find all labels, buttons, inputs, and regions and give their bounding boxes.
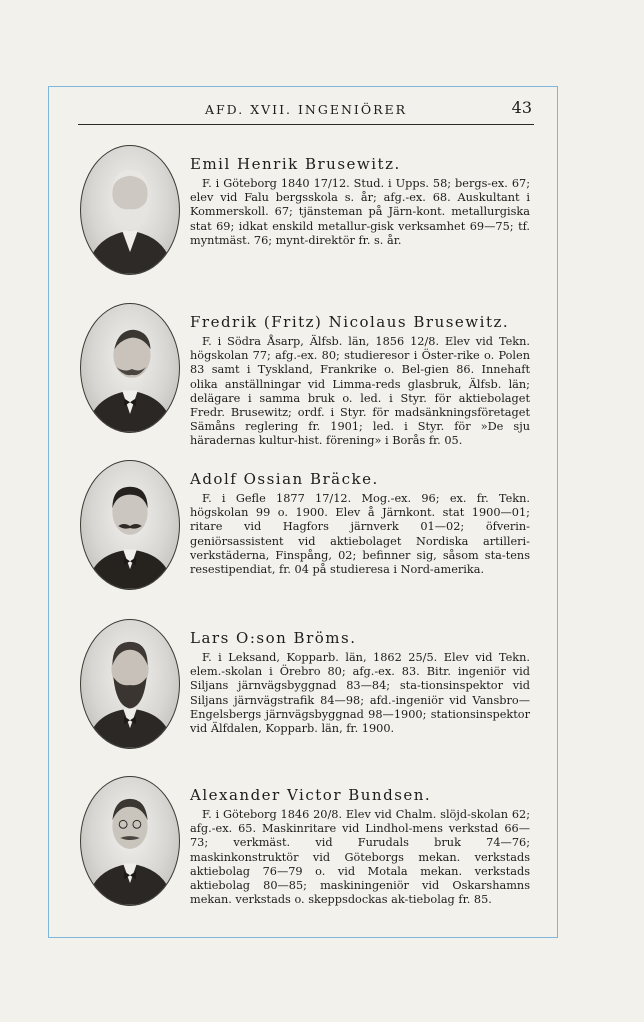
page-number: 43 xyxy=(511,98,532,117)
portrait-figure xyxy=(81,461,179,589)
portrait-photo xyxy=(80,303,180,433)
biography-entry xyxy=(78,460,536,610)
entry-name: Alexander Victor Bundsen. xyxy=(190,786,432,804)
biography-entry xyxy=(78,776,536,926)
entry-name: Lars O:son Bröms. xyxy=(190,629,357,647)
section-title: AFD. XVII. INGENIÖRER xyxy=(204,102,408,117)
portrait-photo xyxy=(80,776,180,906)
entry-name: Adolf Ossian Bräcke. xyxy=(190,470,379,488)
portrait-photo xyxy=(80,619,180,749)
entry-name: Fredrik (Fritz) Nicolaus Brusewitz. xyxy=(190,313,510,331)
portrait-figure xyxy=(81,620,179,748)
portrait-photo xyxy=(80,460,180,590)
entry-biography: F. i Leksand, Kopparb. län, 1862 25/5. Elev vid Tekn. elem.-skolan i Örebro 80; afg.-ex. 83. Bitr. ingeniör vid Siljans järnvägsbyggnad 83—84; sta-tionsinspektor vid Siljans järnvägstrafik 84—98; afd.-ingeniör vid Vansbro—Engelsbergs järnvägsbyggnad 98—1900; stationsinspektor vid Älfdalen, Kopparb. län, fr. 1900. xyxy=(190,651,530,736)
entry-biography: F. i Gefle 1877 17/12. Mog.-ex. 96; ex. fr. Tekn. högskolan 99 o. 1900. Elev å Järnkont. stat 1900—01; ritare vid Hagfors järnverk 01—02; öfverin-geniörsassistent vid aktiebolaget Nordiska artilleri-verkstäderna, Finspång, 02; befinner sig, såsom sta-tens resestipendiat, fr. 04 på studieresa i Nord-amerika. xyxy=(190,492,530,577)
biography-entry xyxy=(78,145,536,295)
entry-biography: F. i Södra Åsarp, Älfsb. län, 1856 12/8. Elev vid Tekn. högskolan 77; afg.-ex. 80; studieresor i Öster-rike o. Polen 83 samt i Tyskland, Frankrike o. Bel-gien 86. Innehaft olika anställningar vid Limma-reds glasbruk, Älfsb. län; delägare i samma bruk o. led. i Styr. för aktiebolaget Fredr. Brusewitz; ordf. i Styr. för madsänkningsföretaget Sämåns reglering fr. 1901; led. i Styr. för »De sju häradernas kultur-hist. förening» i Borås fr. 05. xyxy=(190,335,530,448)
biography-entry xyxy=(78,619,536,769)
portrait-figure xyxy=(81,777,179,905)
entry-biography: F. i Göteborg 1846 20/8. Elev vid Chalm. slöjd-skolan 62; afg.-ex. 65. Maskinritare vid Lindhol-mens verkstad 66—73; verkmäst. vid Furudals bruk 74—76; maskinkonstruktör vid Göteborgs mekan. verkstads aktiebolag 76—79 o. vid Motala mekan. verkstads aktiebolag 80—85; maskiningeniör vid Oskarshamns mekan. verkstads o. skeppsdockas ak-tiebolag fr. 85. xyxy=(190,808,530,907)
running-header xyxy=(78,98,534,125)
entry-name: Emil Henrik Brusewitz. xyxy=(190,155,401,173)
portrait-figure xyxy=(81,304,179,432)
portrait-figure xyxy=(81,146,179,274)
biography-entry xyxy=(78,303,536,453)
entry-biography: F. i Göteborg 1840 17/12. Stud. i Upps. 58; bergs-ex. 67; elev vid Falu bergsskola s. år; afg.-ex. 68. Auskultant i Kommerskoll. 67; tjänsteman på Järn-kont. metallurgiska stat 69; idkat enskild metallur-gisk verksamhet 69—75; tf. myntmäst. 76; mynt-direktör fr. s. år. xyxy=(190,177,530,247)
portrait-photo xyxy=(80,145,180,275)
